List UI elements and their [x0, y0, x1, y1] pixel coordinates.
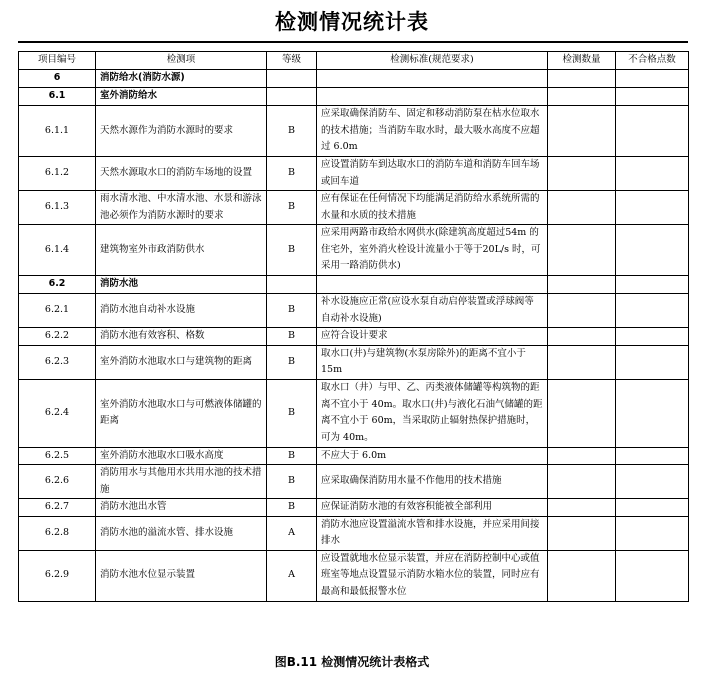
- row-grade: B: [267, 447, 317, 465]
- row-standard: 应符合设计要求: [317, 328, 548, 346]
- inspection-table: [18, 51, 689, 602]
- row-item: 消防水池的溢流水管、排水设施: [96, 516, 267, 550]
- row-standard: 应有保证在任何情况下均能满足消防给水系统所需的水量和水质的技术措施: [317, 191, 548, 225]
- table-row: [19, 294, 689, 328]
- row-quantity: [548, 276, 616, 294]
- row-id: 6.1.3: [19, 191, 96, 225]
- row-quantity: [548, 294, 616, 328]
- row-failed-points: [616, 550, 689, 601]
- row-standard: [317, 70, 548, 88]
- row-failed-points: [616, 191, 689, 225]
- table-row: [19, 465, 689, 499]
- row-item: 消防水池有效容积、格数: [96, 328, 267, 346]
- row-failed-points: [616, 447, 689, 465]
- row-standard: [317, 276, 548, 294]
- row-quantity: [548, 157, 616, 191]
- header-item: 检测项: [96, 52, 267, 70]
- row-grade: A: [267, 516, 317, 550]
- row-failed-points: [616, 106, 689, 157]
- row-failed-points: [616, 157, 689, 191]
- row-standard: 应采取确保消防车、固定和移动消防泵在枯水位取水的技术措施；当消防车取水时，最大吸水高度不应超过 6.0m: [317, 106, 548, 157]
- row-item: 天然水源作为消防水源时的要求: [96, 106, 267, 157]
- row-item: 雨水清水池、中水清水池、水景和游泳池必须作为消防水源时的要求: [96, 191, 267, 225]
- row-standard: 不应大于 6.0m: [317, 447, 548, 465]
- table-body: [19, 70, 689, 602]
- table-row: [19, 328, 689, 346]
- row-standard: [317, 88, 548, 106]
- row-quantity: [548, 550, 616, 601]
- row-item: 建筑物室外市政消防供水: [96, 225, 267, 276]
- row-item: 室外消防水池取水口与建筑物的距离: [96, 345, 267, 379]
- header-failed-points: 不合格点数: [616, 52, 689, 70]
- row-id: 6.2.5: [19, 447, 96, 465]
- row-standard: 应采取确保消防用水量不作他用的技术措施: [317, 465, 548, 499]
- row-item: 天然水源取水口的消防车场地的设置: [96, 157, 267, 191]
- row-standard: 应设置消防车到达取水口的消防车道和消防车回车场或回车道: [317, 157, 548, 191]
- row-standard: 取水口(井)与建筑物(水泵房除外)的距离不宜小于 15m: [317, 345, 548, 379]
- row-failed-points: [616, 294, 689, 328]
- row-id: 6.1: [19, 88, 96, 106]
- row-failed-points: [616, 379, 689, 447]
- row-item: 室外消防给水: [96, 88, 267, 106]
- row-failed-points: [616, 345, 689, 379]
- row-item: 室外消防水池取水口与可燃液体储罐的距离: [96, 379, 267, 447]
- row-grade: B: [267, 225, 317, 276]
- row-item: 室外消防水池取水口吸水高度: [96, 447, 267, 465]
- row-item: 消防用水与其他用水共用水池的技术措施: [96, 465, 267, 499]
- table-row: [19, 106, 689, 157]
- row-grade: [267, 276, 317, 294]
- row-grade: [267, 88, 317, 106]
- row-failed-points: [616, 70, 689, 88]
- row-failed-points: [616, 328, 689, 346]
- table-row: [19, 499, 689, 517]
- row-quantity: [548, 225, 616, 276]
- row-item: 消防水池自动补水设施: [96, 294, 267, 328]
- row-quantity: [548, 106, 616, 157]
- table-row: [19, 225, 689, 276]
- row-item: 消防水池水位显示装置: [96, 550, 267, 601]
- row-standard: 消防水池应设置溢流水管和排水设施，并应采用间接排水: [317, 516, 548, 550]
- row-standard: 补水设施应正常(应设水泵自动启停装置或浮球阀等自动补水设施): [317, 294, 548, 328]
- row-quantity: [548, 379, 616, 447]
- header-quantity: 检测数量: [548, 52, 616, 70]
- row-quantity: [548, 328, 616, 346]
- row-quantity: [548, 191, 616, 225]
- row-id: 6.2.2: [19, 328, 96, 346]
- table-row: [19, 157, 689, 191]
- row-failed-points: [616, 225, 689, 276]
- table-header-row: [19, 52, 689, 70]
- row-quantity: [548, 345, 616, 379]
- row-failed-points: [616, 88, 689, 106]
- row-grade: B: [267, 499, 317, 517]
- row-grade: B: [267, 328, 317, 346]
- row-grade: B: [267, 294, 317, 328]
- section-row: [19, 276, 689, 294]
- section-row: [19, 70, 689, 88]
- table-row: [19, 345, 689, 379]
- row-id: 6.2.1: [19, 294, 96, 328]
- row-standard: 应采用两路市政给水网供水(除建筑高度超过54m 的住宅外，室外消火栓设计流量小于等于20L/s 时，可采用一路消防供水): [317, 225, 548, 276]
- row-item: 消防水池: [96, 276, 267, 294]
- row-grade: B: [267, 106, 317, 157]
- row-quantity: [548, 447, 616, 465]
- row-quantity: [548, 465, 616, 499]
- table-row: [19, 191, 689, 225]
- row-standard: 取水口（井）与甲、乙、丙类液体储罐等构筑物的距离不宜小于 40m。取水口(井)与液化石油气储罐的距离不宜小于 60m，当采取防止辐射热保护措施时，可为 40m。: [317, 379, 548, 447]
- row-grade: B: [267, 345, 317, 379]
- row-quantity: [548, 88, 616, 106]
- row-id: 6: [19, 70, 96, 88]
- row-grade: B: [267, 157, 317, 191]
- row-standard: 应保证消防水池的有效容积能被全部利用: [317, 499, 548, 517]
- row-grade: [267, 70, 317, 88]
- table-row: [19, 379, 689, 447]
- row-id: 6.2.8: [19, 516, 96, 550]
- header-grade: 等级: [267, 52, 317, 70]
- row-failed-points: [616, 465, 689, 499]
- table-row: [19, 550, 689, 601]
- section-row: [19, 88, 689, 106]
- row-id: 6.2: [19, 276, 96, 294]
- row-id: 6.2.7: [19, 499, 96, 517]
- row-quantity: [548, 70, 616, 88]
- row-quantity: [548, 499, 616, 517]
- row-grade: B: [267, 379, 317, 447]
- header-standard: 检测标准(规范要求): [317, 52, 548, 70]
- row-failed-points: [616, 516, 689, 550]
- table-row: [19, 516, 689, 550]
- row-grade: A: [267, 550, 317, 601]
- title-rule: [18, 41, 688, 43]
- row-item: 消防给水(消防水源): [96, 70, 267, 88]
- row-id: 6.1.2: [19, 157, 96, 191]
- page-title: 检测情况统计表: [275, 10, 429, 34]
- row-failed-points: [616, 276, 689, 294]
- row-grade: B: [267, 465, 317, 499]
- row-id: 6.2.4: [19, 379, 96, 447]
- figure-caption: 图B.11 检测情况统计表格式: [274, 655, 430, 669]
- row-id: 6.2.9: [19, 550, 96, 601]
- row-id: 6.1.1: [19, 106, 96, 157]
- row-standard: 应设置就地水位显示装置，并应在消防控制中心或值班室等地点设置显示消防水箱水位的装置，同时应有最高和最低报警水位: [317, 550, 548, 601]
- row-id: 6.2.3: [19, 345, 96, 379]
- row-id: 6.1.4: [19, 225, 96, 276]
- header-id: 项目编号: [19, 52, 96, 70]
- row-failed-points: [616, 499, 689, 517]
- row-item: 消防水池出水管: [96, 499, 267, 517]
- row-id: 6.2.6: [19, 465, 96, 499]
- table-row: [19, 447, 689, 465]
- row-grade: B: [267, 191, 317, 225]
- row-quantity: [548, 516, 616, 550]
